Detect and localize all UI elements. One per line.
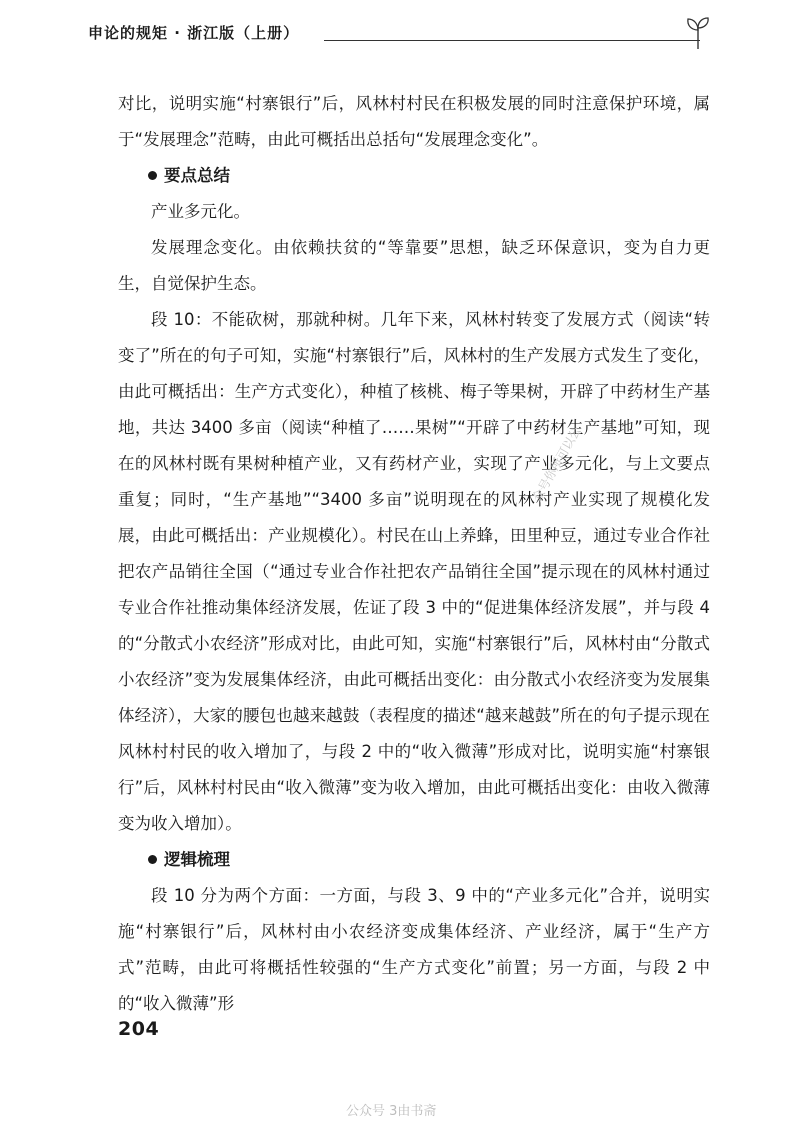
bullet-icon (148, 171, 157, 180)
paragraph: 段 10 分为两个方面：一方面，与段 3、9 中的“产业多元化”合并，说明实施“村寨银行”后，风林村由小农经济变成集体经济、产业经济，属于“生产方式”范畴，由此可将概括性较强的“生产方式变化”前置；另一方面，与段 2 中的“收入微薄”形 (118, 886, 710, 1013)
section-heading (118, 158, 710, 194)
page-body (118, 86, 710, 1022)
section-heading (118, 842, 710, 878)
section-heading-text: 要点总结 (164, 166, 230, 185)
footer-watermark: 公众号 3由书斋 (346, 1104, 437, 1119)
paragraph: 产业多元化。 (151, 202, 250, 221)
sprout-icon (684, 16, 712, 50)
watermark: 众号你所可以公 (529, 424, 584, 504)
running-header (88, 22, 708, 52)
paragraph: 对比，说明实施“村寨银行”后，风林村村民在积极发展的同时注意保护环境，属于“发展理念”范畴，由此可概括出总括句“发展理念变化”。 (118, 94, 710, 149)
page-number: 204 (118, 1018, 160, 1040)
bullet-icon (148, 855, 157, 864)
header-rule (324, 40, 700, 41)
book-title: 申论的规矩 · 浙江版（上册） (88, 24, 300, 42)
section-heading-text: 逻辑梳理 (164, 850, 230, 869)
paragraph: 段 10：不能砍树，那就种树。几年下来，风林村转变了发展方式（阅读“转变了”所在的句子可知，实施“村寨银行”后，风林村的生产发展方式发生了变化，由此可概括出：生产方式变化），种植了核桃、梅子等果树，开辟了中药材生产基地，共达 3400 多亩（阅读“种植了……果树”“开辟了中药材生产基地”可知，现在的风林村既有果树种植产业，又有药材产业，实现了产业多元化，与上文要点重复；同时，“生产基地”“3400 多亩”说明现在的风林村产业实现了规模化发展，由此可概括出：产业规模化）。村民在山上养蜂，田里种豆，通过专业合作社把农产品销往全国（“通过专业合作社把农产品销往全国”提示现在的风林村通过专业合作社推动集体经济发展，佐证了段 3 中的“促进集体经济发展”，并与段 4 的“分散式小农经济”形成对比，由此可知，实施“村寨银行”后，风林村由“分散式小农经济”变为发展集体经济，由此可概括出变化：由分散式小农经济变为发展集体经济），大家的腰包也越来越鼓（表程度的描述“越来越鼓”所在的句子提示现在风林村村民的收入增加了，与段 2 中的“收入微薄”形成对比，说明实施“村寨银行”后，风林村村民由“收入微薄”变为收入增加，由此可概括出变化：由收入微薄变为收入增加）。 (118, 310, 710, 833)
paragraph: 发展理念变化。由依赖扶贫的“等靠要”思想，缺乏环保意识，变为自力更生，自觉保护生态。 (118, 238, 710, 293)
